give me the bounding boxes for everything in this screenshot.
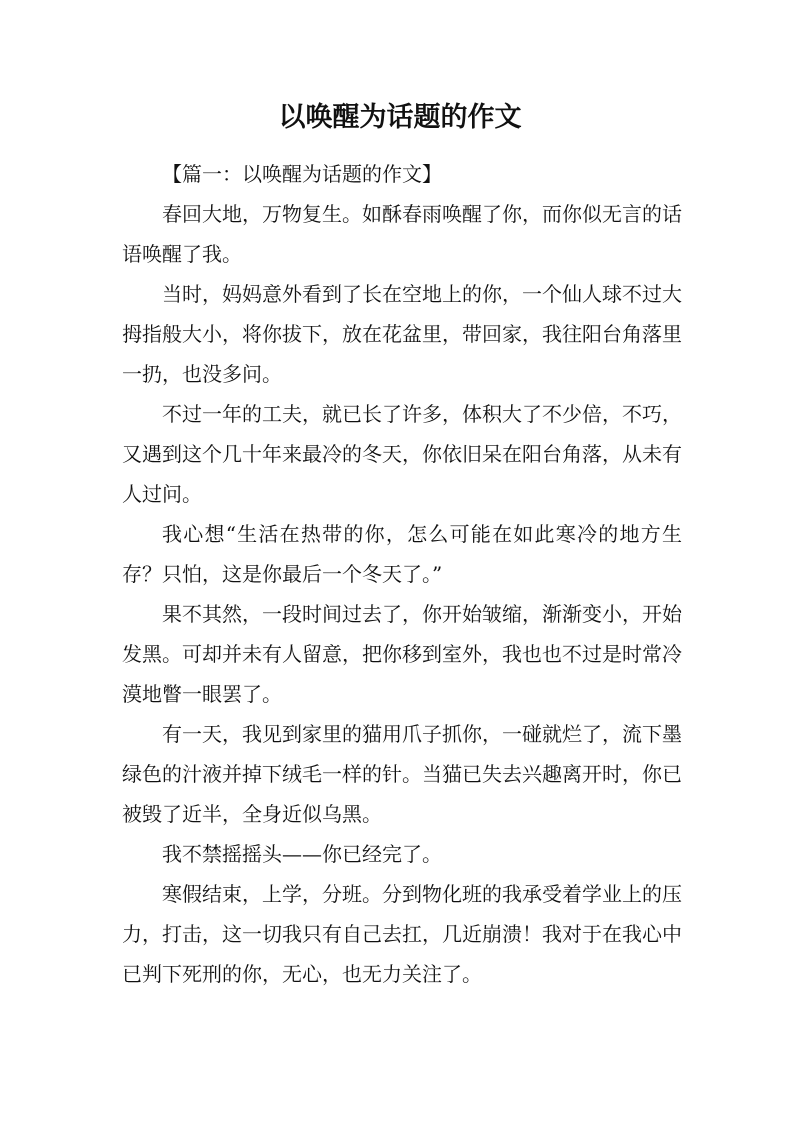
- paragraph-8: 寒假结束，上学，分班。分到物化班的我承受着学业上的压力，打击，这一切我只有自己去扛，几近崩溃！我对于在我心中已判下死刑的你，无心，也无力关注了。: [122, 882, 682, 986]
- paragraph-6: 有一天，我见到家里的猫用爪子抓你，一碰就烂了，流下墨绿色的汁液并掉下绒毛一样的针。当猫已失去兴趣离开时，你已被毁了近半，全身近似乌黑。: [122, 722, 682, 826]
- paragraph-3: 不过一年的工夫，就已长了许多，体积大了不少倍，不巧，又遇到这个几十年来最冷的冬天，你依旧呆在阳台角落，从未有人过问。: [122, 402, 682, 506]
- document-title: 以唤醒为话题的作文: [278, 102, 522, 133]
- paragraph-4: 我心想“生活在热带的你，怎么可能在如此寒冷的地方生存？只怕，这是你最后一个冬天了。”: [122, 522, 682, 586]
- paragraph-5: 果不其然，一段时间过去了，你开始皱缩，渐渐变小，开始发黑。可却并未有人留意，把你移到室外，我也也不过是时常冷漠地瞥一眼罢了。: [122, 602, 682, 706]
- document-body: [122, 154, 682, 994]
- paragraph-7: 我不禁摇摇头——你已经完了。: [162, 842, 442, 866]
- section-heading: 【篇一：以唤醒为话题的作文】: [162, 162, 442, 186]
- paragraph-2: 当时，妈妈意外看到了长在空地上的你，一个仙人球不过大拇指般大小，将你拔下，放在花盆里，带回家，我往阳台角落里一扔，也没多问。: [122, 282, 682, 386]
- paragraph-1: 春回大地，万物复生。如酥春雨唤醒了你，而你似无言的话语唤醒了我。: [122, 202, 682, 266]
